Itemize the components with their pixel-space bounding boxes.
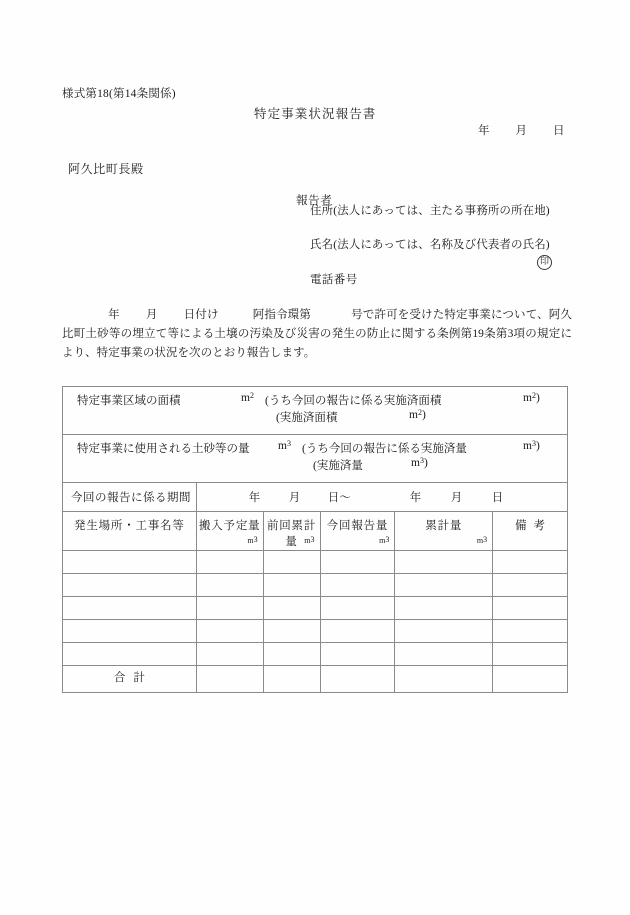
volume-cell — [63, 435, 568, 483]
table-row — [63, 551, 568, 574]
area-note-unit: $m^2$) — [523, 391, 540, 404]
cell-cumulative-total[interactable] — [395, 643, 493, 666]
header-origin-label: 発生場所・工事名等 — [74, 520, 185, 532]
cell-origin[interactable] — [63, 620, 197, 643]
header-current-report-unit: m3 — [379, 535, 390, 545]
header-remarks-label: 備考 — [515, 520, 553, 532]
volume-note-open: (うち今回の報告に係る実施済量 — [302, 443, 467, 455]
cell-cumulative-total[interactable] — [395, 597, 493, 620]
area-label: 特定事業区域の面積 — [77, 395, 181, 407]
cell-remarks[interactable] — [493, 620, 568, 643]
period-from-month: 月 — [288, 492, 301, 504]
table-row — [63, 643, 568, 666]
table-row-period — [63, 483, 568, 512]
cell-current-report[interactable] — [320, 620, 395, 643]
seal-icon: 印 — [537, 255, 552, 270]
cell-planned-volume[interactable] — [196, 643, 263, 666]
header-previous-total-unit: m3 — [304, 535, 315, 545]
total-remarks[interactable] — [493, 666, 568, 693]
date-day-label: 日 — [553, 125, 565, 137]
header-previous-total — [263, 512, 320, 551]
volume-note-unit: $m^3$) — [523, 439, 540, 452]
volume-sub-unit: $m^3$) — [411, 456, 428, 469]
table-header-row — [63, 512, 568, 551]
reporter-address-label: 住所(法人にあっては、主たる事務所の所在地) — [310, 205, 550, 217]
cell-cumulative-total[interactable] — [395, 574, 493, 597]
reporter-name-label: 氏名(法人にあっては、名称及び代表者の氏名) — [310, 239, 550, 251]
area-unit: $m^2$ — [241, 391, 254, 404]
cell-origin[interactable] — [63, 643, 197, 666]
seal-stamp-mark — [537, 254, 552, 270]
period-to-month: 月 — [450, 492, 463, 504]
cell-origin[interactable] — [63, 551, 197, 574]
date-year-label: 年 — [478, 125, 490, 137]
cell-current-report[interactable] — [320, 551, 395, 574]
body-paragraph — [62, 306, 572, 363]
cell-cumulative-total[interactable] — [395, 620, 493, 643]
area-sub-open: (実施済面積 — [276, 412, 338, 424]
period-from-year: 年 — [248, 492, 261, 504]
table-row — [63, 620, 568, 643]
body-year-label: 年 — [108, 309, 120, 321]
period-to-year: 年 — [409, 492, 422, 504]
cell-previous-total[interactable] — [263, 551, 320, 574]
table-row — [63, 597, 568, 620]
report-table — [62, 386, 568, 693]
total-current-report[interactable] — [320, 666, 395, 693]
volume-label: 特定事業に使用される土砂等の量 — [77, 443, 250, 455]
volume-unit: $m^3$ — [278, 439, 291, 452]
body-month-label: 月 — [145, 309, 158, 321]
total-previous-total[interactable] — [263, 666, 320, 693]
header-origin — [63, 512, 197, 551]
cell-remarks[interactable] — [493, 551, 568, 574]
header-cumulative-total-label: 累計量 — [425, 520, 463, 532]
cell-previous-total[interactable] — [263, 620, 320, 643]
header-remarks — [493, 512, 568, 551]
cell-planned-volume[interactable] — [196, 551, 263, 574]
header-cumulative-total — [395, 512, 493, 551]
header-planned-volume-label: 搬入予定量 — [198, 520, 261, 532]
period-label: 今回の報告に係る期間 — [71, 492, 191, 504]
cell-previous-total[interactable] — [263, 643, 320, 666]
area-cell — [63, 387, 568, 435]
cell-remarks[interactable] — [493, 597, 568, 620]
table-row-total — [63, 666, 568, 693]
cell-planned-volume[interactable] — [196, 597, 263, 620]
cell-remarks[interactable] — [493, 574, 568, 597]
area-note-open: (うち今回の報告に係る実施済面積 — [265, 395, 442, 407]
submission-date-line — [478, 122, 565, 138]
cell-current-report[interactable] — [320, 574, 395, 597]
period-to-day: 日 — [491, 492, 504, 504]
period-value-cell — [196, 483, 567, 512]
cell-planned-volume[interactable] — [196, 574, 263, 597]
total-planned-volume[interactable] — [196, 666, 263, 693]
body-main-text: 号で許可を受けた特定事業について、阿久比町土砂等の埋立て等による土壌の汚染及び災害の発生の防止に関する条例第19条第3項の規定により、特定事業の状況を次のとおり報告します。 — [62, 309, 572, 359]
table-row-volume — [63, 435, 568, 483]
document-title: 特定事業状況報告書 — [254, 107, 377, 121]
permit-number-prefix: 阿指令環第 — [252, 309, 311, 321]
total-label: 合計 — [113, 672, 153, 684]
table-row — [63, 574, 568, 597]
cell-remarks[interactable] — [493, 643, 568, 666]
volume-sub-open: (実施済量 — [313, 460, 363, 472]
header-cumulative-total-unit: m3 — [476, 535, 488, 545]
body-day-label: 日付け — [183, 309, 219, 321]
header-current-report-label: 今回報告量 — [326, 520, 389, 532]
area-sub-unit: $m^2$) — [409, 408, 426, 421]
total-label-cell — [63, 666, 197, 693]
period-label-cell — [63, 483, 197, 512]
total-cumulative-total[interactable] — [395, 666, 493, 693]
table-row-area — [63, 387, 568, 435]
addressee: 阿久比町長殿 — [68, 162, 144, 176]
cell-current-report[interactable] — [320, 597, 395, 620]
period-from-day: 日〜 — [327, 492, 351, 504]
cell-previous-total[interactable] — [263, 597, 320, 620]
form-number: 様式第18(第14条関係) — [62, 88, 176, 100]
header-planned-volume — [196, 512, 263, 551]
reporter-telephone-label: 電話番号 — [310, 274, 358, 286]
header-current-report — [320, 512, 395, 551]
cell-current-report[interactable] — [320, 643, 395, 666]
cell-planned-volume[interactable] — [196, 620, 263, 643]
header-previous-total-label: 前回累計量 — [266, 520, 317, 548]
cell-origin[interactable] — [63, 597, 197, 620]
cell-cumulative-total[interactable] — [395, 551, 493, 574]
date-month-label: 月 — [515, 125, 527, 137]
cell-previous-total[interactable] — [263, 574, 320, 597]
header-planned-volume-unit: m3 — [247, 535, 258, 545]
cell-origin[interactable] — [63, 574, 197, 597]
reporter-label: 報告者 — [296, 195, 333, 207]
